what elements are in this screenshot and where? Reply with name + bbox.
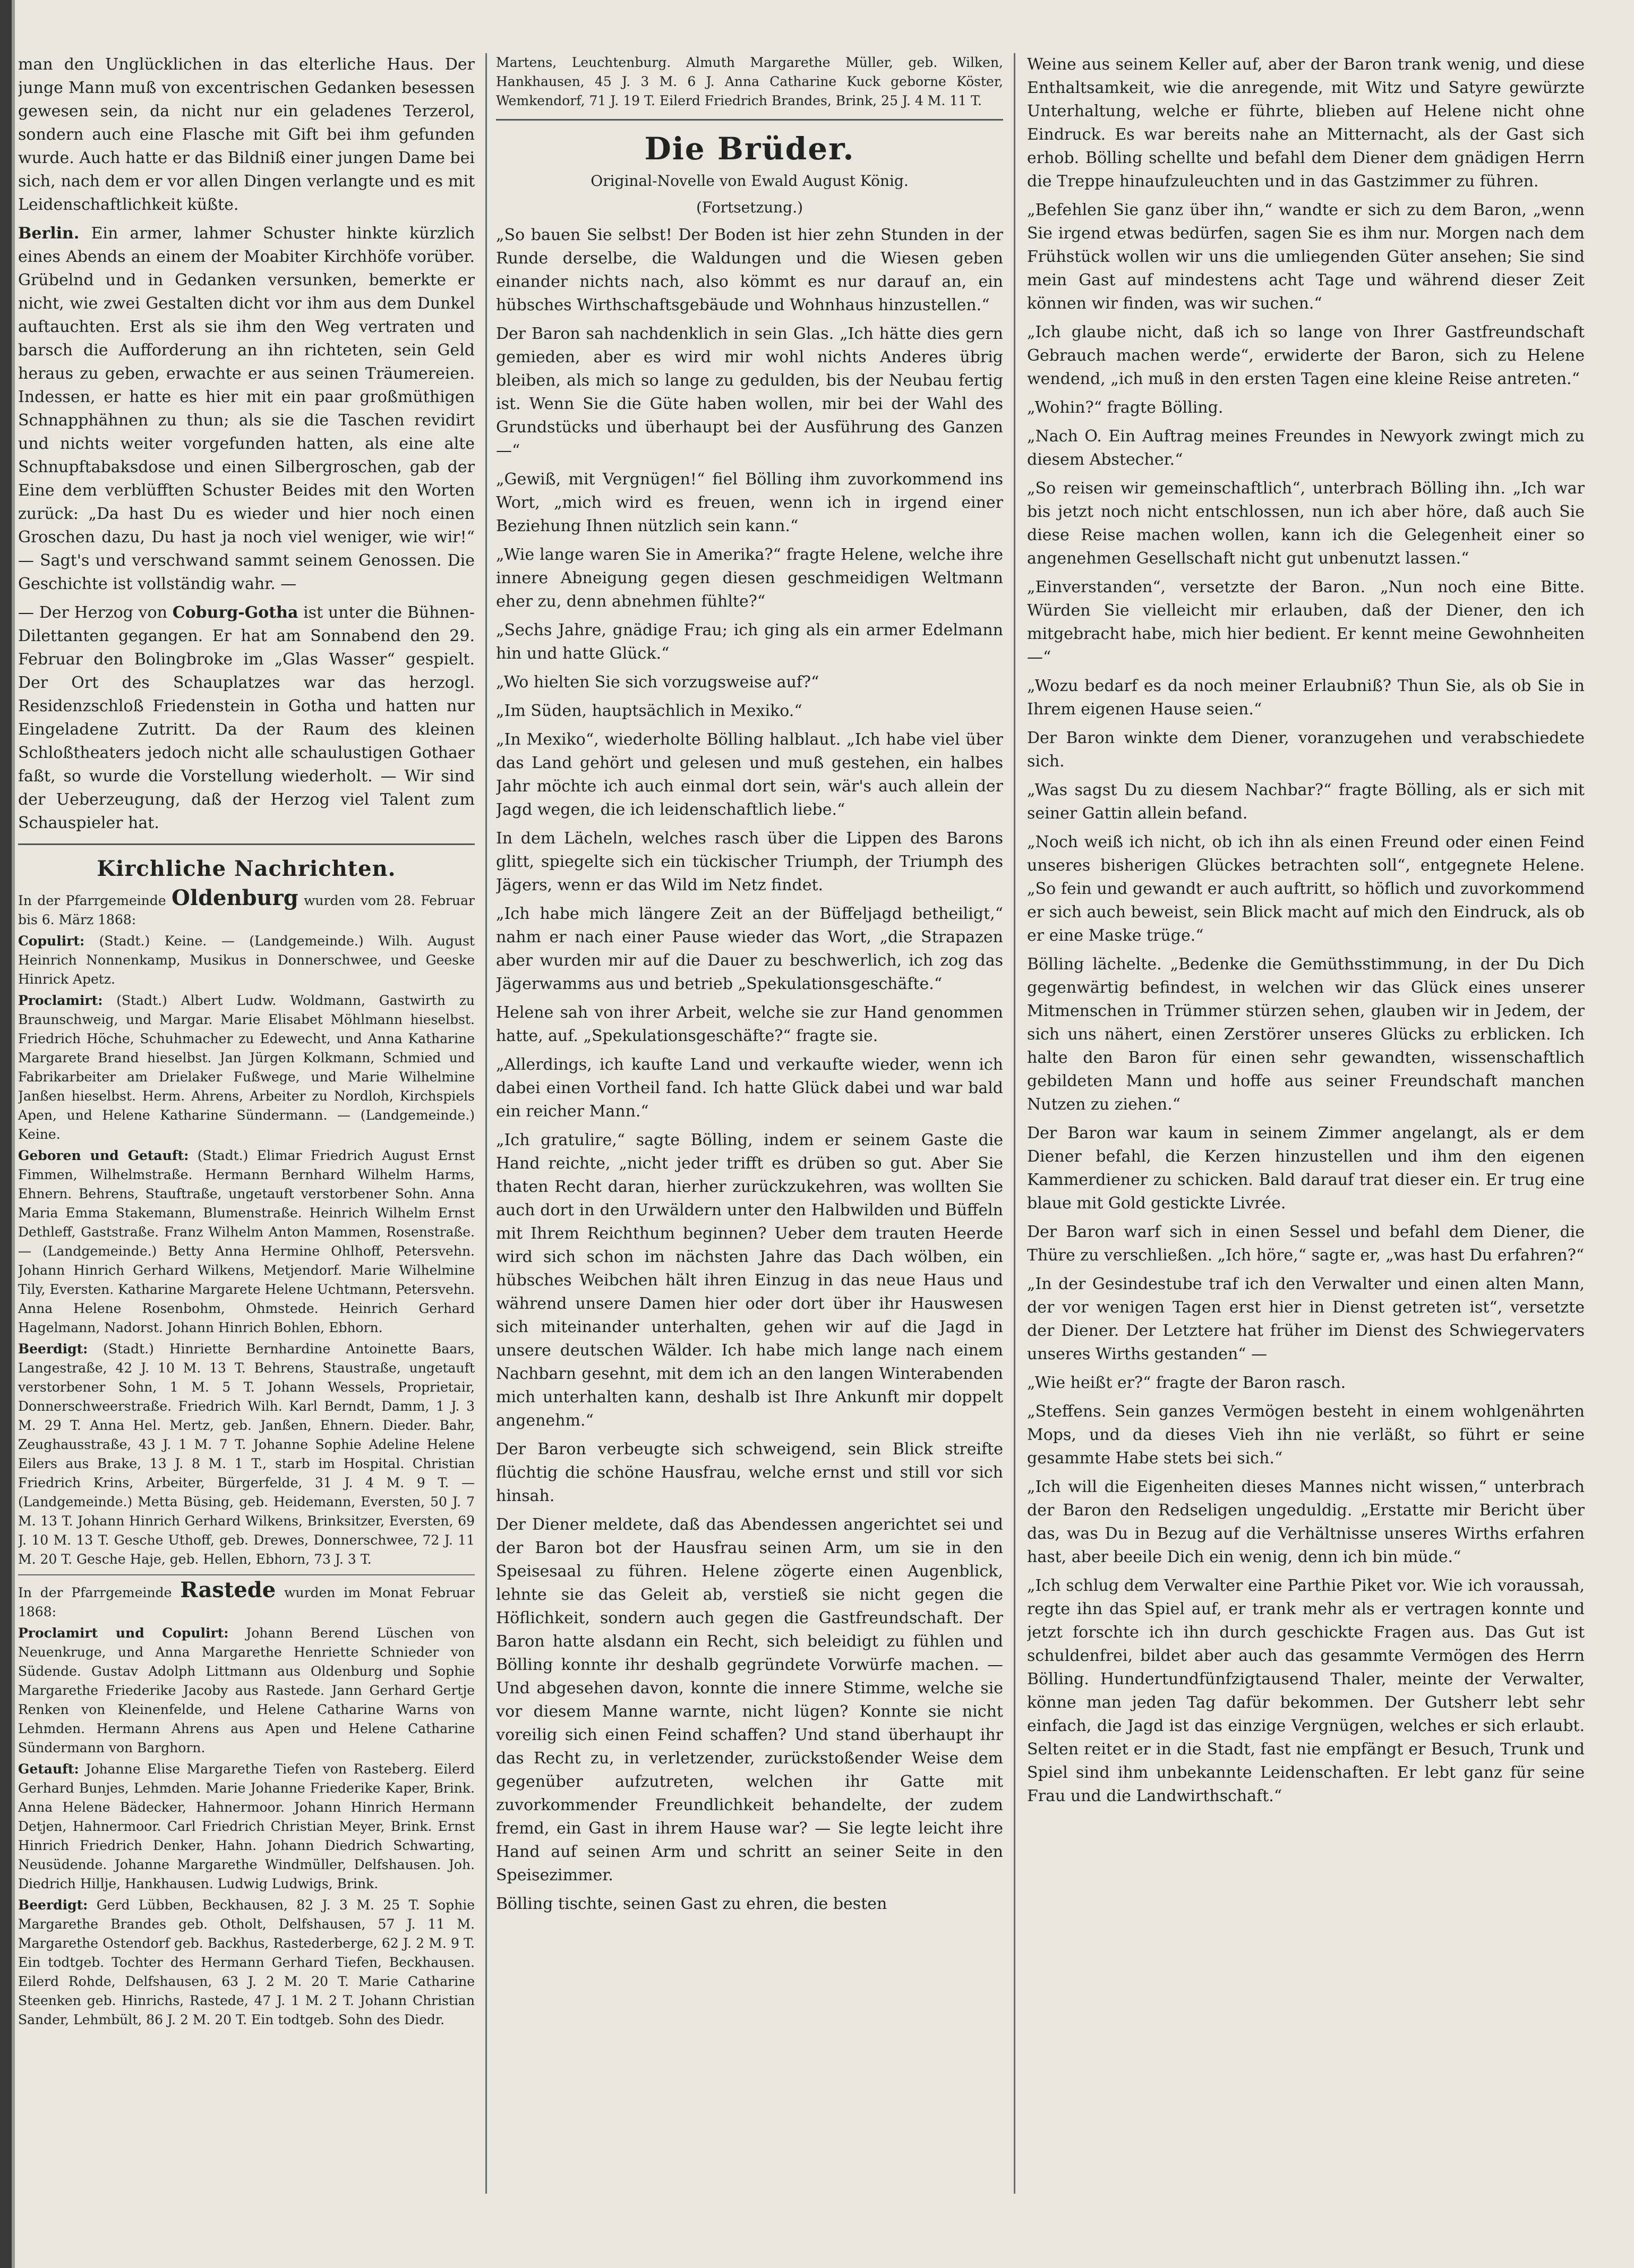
novel-text — [496, 224, 1003, 1916]
novel-paragraph: „Ich gratulire,“ sagte Bölling, indem er seinem Gaste die Hand reichte, „nicht jeder trifft es drüben so gut. Aber Sie thaten Recht daran, hierher zurückzukehren, was wollten Sie auch dort in den Urwäldern unter den Halbwilden und Büffeln mit Ihrem Reichthum beginnen? Ueber dem trauten Heerde wird sich schon im nächsten Jahre das Dach wölben, ein hübsches Weibchen hält ihren Einzug in das neue Haus und während unsere Damen hier oder dort über ihr Hauswesen sich miteinander unterhalten, gehen wir auf die Jagd in unsere deutschen Wälder. Ich habe mich lange nach einem Nachbarn gesehnt, mit dem ich an den langen Winterabenden mich unterhalten kann, deshalb ist Ihre Ankunft mir doppelt angenehm.“ — [496, 1131, 1003, 1430]
novel-paragraph: „Ich will die Eigenheiten dieses Mannes nicht wissen,“ unterbrach der Baron den Redseligen ungeduldig. „Erstatte mir Bericht über das, was Du in Bezug auf die Verhältnisse unseres Wirths erfahren hast, aber beeile Dich ein wenig, denn ich bin müde.“ — [1027, 1478, 1585, 1566]
novel-paragraph: „Wo hielten Sie sich vorzugsweise auf?“ — [496, 673, 819, 692]
novel-paragraph: „In Mexiko“, wiederholte Bölling halblaut. „Ich habe viel über das Land gehört und gelesen und muß gestehen, ein halbes Jahr möchte ich auch einmal dort sein, wär's auch allein der Jagd wegen, die ich leidenschaftlich liebe.“ — [496, 730, 1003, 819]
scan-binding-shadow — [12, 0, 15, 2268]
news-berlin-text: Ein armer, lahmer Schuster hinkte kürzlich eines Abends an einem der Moabiter Kirchhöfe vorüber. Grübelnd und in Gedanken versunken, bemerkte er nicht, wie zwei Gestalten dicht vor ihm aus dem Dunkel auftauchten. Erst als sie ihm den Weg vertraten und barsch die Aufforderung an ihn richteten, sein Geld heraus zu geben, erwachte er aus seinen Träumereien. Indessen, er hatte es hier mit ein paar großmüthigen Schnapphähnen zu thun; als sie die Taschen revidirt und nichts weiter vorgefunden hatten, als eine alte Schnupftabaksdose und einen Silbergroschen, gab der Eine dem verblüfften Schuster Beides mit den Worten zurück: „Da hast Du es wieder und hier noch einen Groschen dazu, Du hast ja noch viel weniger, wie wir!“ — Sagt's und verschwand sammt seinem Genossen. Die Geschichte ist vollständig wahr. — — [18, 224, 475, 593]
oldenburg-copulirt — [18, 932, 475, 989]
novel-paragraph: Der Baron war kaum in seinem Zimmer angelangt, als er dem Diener befahl, die Kerzen hinzustellen und ihm den eigenen Kammerdiener zu schicken. Bald darauf trat dieser ein. Er trug eine blaue mit Gold gestickte Livrée. — [1027, 1124, 1585, 1213]
novel-paragraph: „Ich schlug dem Verwalter eine Parthie Piket vor. Wie ich voraussah, regte ihn das Spiel auf, er trank mehr als er vertragen konnte und jetzt forschte ich ihn durch geschickte Fragen aus. Das Gut ist schuldenfrei, bildet aber auch das gesammte Vermögen des Herrn Bölling. Hundertundfünfzigtausend Thaler, meinte der Verwalter, könne man jeden Tag dafür bekommen. Der Gutsherr lebt sehr einfach, die Jagd ist das einzige Vergnügen, welches er sich erlaubt. Selten reitet er in die Stadt, fast nie empfängt er Besuch, Trunk und Spiel sind ihm unbekannte Leidenschaften. Er lebt ganz für seine Frau und die Landwirthschaft.“ — [1027, 1576, 1585, 1805]
oldenburg-intro — [18, 885, 475, 930]
novel-title: Die Brüder. — [644, 131, 855, 167]
novel-paragraph: Bölling tischte, seinen Gast zu ehren, die besten — [496, 1895, 887, 1913]
text-copulirt: (Stadt.) Keine. — (Landgemeinde.) Wilh. August Heinrich Nonnenkamp, Musikus in Donnerschwee, und Geeske Hinrick Apetz. — [18, 933, 475, 987]
novel-paragraph: „Ich glaube nicht, daß ich so lange von Ihrer Gastfreundschaft Gebrauch machen werde“, erwiderte der Baron, sich zu Helene wendend, „ich muß in den ersten Tagen eine kleine Reise antreten.“ — [1027, 323, 1585, 388]
column-rule-2 — [1014, 53, 1015, 2194]
intro-text: In der Pfarrgemeinde — [18, 1585, 172, 1600]
rastede-beerdigt — [18, 1896, 475, 2030]
novel-paragraph: „Sechs Jahre, gnädige Frau; ich ging als ein armer Edelmann hin und hatte Glück.“ — [496, 621, 1003, 663]
novel-paragraph: „Steffens. Sein ganzes Vermögen besteht in einem wohlgenährten Mops, und da dieses Vieh ihn nie verläßt, so führt er seine gesammte Habe stets bei sich.“ — [1027, 1402, 1585, 1468]
rastede-proclamirt — [18, 1624, 475, 1758]
place-oldenburg: Oldenburg — [172, 885, 298, 910]
novel-paragraph: Der Baron sah nachdenklich in sein Glas. „Ich hätte dies gern gemieden, aber es wird mir wohl nichts Anderes übrig bleiben, als mich so lange zu gedulden, bis der Neubau fertig ist. Wenn Sie die Güte haben wollen, mir bei der Wahl des Grundstücks und überhaupt bei der Ausführung des Ganzen —“ — [496, 325, 1003, 460]
notice-divider — [18, 1574, 475, 1575]
text-beerdigt: Gerd Lübben, Beckhausen, 82 J. 3 M. 25 T. Sophie Margarethe Brandes geb. Otholt, Delfshausen, 57 J. 11 M. Margarethe Ostendorf geb. Backhus, Rastederberge, 62 J. 2 M. 9 T. Ein todtgeb. Tochter des Hermann Gerhard Tiefen, Beckhausen. Eilerd Rohde, Delfshausen, 63 J. 2 M. 20 T. Marie Catharine Steenken geb. Hinrichs, Rastede, 47 J. 1 M. 2 T. Johann Christian Sander, Lehmbült, 86 J. 2 M. 20 T. Ein todtgeb. Sohn des Diedr. — [18, 1897, 475, 2027]
column-rule-1 — [485, 53, 487, 2194]
label-beerdigt: Beerdigt: — [18, 1897, 88, 1913]
novel-paragraph: „So bauen Sie selbst! Der Boden ist hier zehn Stunden in der Runde derselbe, die Waldungen und die Wiesen geben einander nichts nach, also kömmt es nur darauf an, ein hübsches Wirthschaftsgebäude und Wohnhaus hinzustellen.“ — [496, 226, 1003, 314]
rastede-intro — [18, 1578, 475, 1622]
column-right — [1027, 53, 1585, 2194]
novel-paragraph: Weine aus seinem Keller auf, aber der Baron trank wenig, und diese Enthaltsamkeit, wie die anregende, mit Witz und Satyre gewürzte Unterhaltung, welche er führte, blieben auf Helene nicht ohne Eindruck. Es war bereits nahe an Mitternacht, als der Gast sich erhob. Bölling schellte und befahl dem Diener dem gnädigen Herrn die Treppe hinaufzuleuchten und in das Gastzimmer zu führen. — [1027, 55, 1585, 191]
label-geboren: Geboren und Getauft: — [18, 1148, 189, 1163]
oldenburg-geboren — [18, 1146, 475, 1337]
section-divider — [18, 843, 475, 845]
novel-paragraph: „In der Gesindestube traf ich den Verwalter und einen alten Mann, der vor wenigen Tagen erst hier in Dienst getreten ist“, versetzte der Diener. Der Letztere hat früher im Dienst des Schwiegervaters unseres Wirths gestanden“ — — [1027, 1275, 1585, 1363]
novel-paragraph: „So reisen wir gemeinschaftlich“, unterbrach Bölling ihn. „Ich war bis jetzt noch nicht entschlossen, nun ich aber höre, daß auch Sie diese Reise machen wollen, kann ich die Gelegenheit einer so angenehmen Gesellschaft nicht gut unbenutzt lassen.“ — [1027, 479, 1585, 568]
novel-continued: (Fortsetzung.) — [696, 199, 803, 216]
novel-paragraph: „Gewiß, mit Vergnügen!“ fiel Bölling ihm zuvorkommend ins Wort, „mich wird es freuen, wenn ich in irgend einer Beziehung Ihnen nützlich sein kann.“ — [496, 470, 1003, 535]
novel-paragraph: „Wohin?“ fragte Bölling. — [1027, 398, 1224, 417]
text-geboren: (Stadt.) Elimar Friedrich August Ernst Fimmen, Wilhelmstraße. Hermann Bernhard Wilhelm Harms, Ehnern. Behrens, Stauftraße, ungetauft verstorbener Sohn. Anna Maria Emma Stakemann, Blumenstraße. Heinrich Wilhelm Ernst Dethleff, Gaststraße. Franz Wilhelm Anton Mammen, Rosenstraße. — (Landgemeinde.) Betty Anna Hermine Ohlhoff, Petersvehn. Johann Hinrich Gerhard Wilkens, Metjendorf. Marie Wilhelmine Tily, Eversten. Katharine Margarete Helene Uchtmann, Petersvehn. Anna Helene Rosenbohm, Ohmstede. Heinrich Gerhard Hagelmann, Nadorst. Johann Hinrich Bohlen, Ebhorn. — [18, 1148, 475, 1335]
text-proclamirt-copulirt: Johann Berend Lüschen von Neuenkruge, und Anna Margarethe Henriette Schnieder von Südende. Gustav Adolph Littmann aus Oldenburg und Sophie Margarethe Friederike Jacoby aus Rastede. Jann Gerhard Gertje Renken von Kleinenfelde, und Helene Catharine Warns von Lehmden. Hermann Ahrens aus Apen und Helene Catharine Sündermann von Barghorn. — [18, 1625, 475, 1755]
intro-date: wurden im Monat Februar 1868: — [18, 1585, 475, 1619]
novel-paragraph: In dem Lächeln, welches rasch über die Lippen des Barons glitt, spiegelte sich ein tückischer Triumph, der Triumph des Jägers, wenn er das Wild im Netz findet. — [496, 829, 1003, 894]
novel-paragraph: „Wozu bedarf es da noch meiner Erlaubniß? Thun Sie, als ob Sie in Ihrem eigenen Hause seien.“ — [1027, 677, 1585, 719]
label-proclamirt: Proclamirt: — [18, 993, 103, 1008]
news-berlin — [18, 222, 475, 596]
church-notices-continued — [496, 53, 1003, 110]
column-middle — [496, 53, 1003, 2194]
novel-paragraph: „Befehlen Sie ganz über ihn,“ wandte er sich zu dem Baron, „wenn Sie irgend etwas bedürfen, sagen Sie es ihm nur. Morgen nach dem Frühstück wollen wir uns die umliegenden Güter ansehen; Sie sind mein Gast auf mindestens acht Tage und während dieser Zeit können wir finden, was wir suchen.“ — [1027, 201, 1585, 313]
novel-paragraph: Der Baron verbeugte sich schweigend, sein Blick streifte flüchtig die schöne Hausfrau, welche ernst und still vor sich hinsah. — [496, 1440, 1003, 1505]
coburg-prefix: — Der Herzog von — [18, 603, 168, 622]
scan-binding-edge — [0, 0, 12, 2268]
text-beerdigt: (Stadt.) Hinriette Bernhardine Antoinette Baars, Langestraße, 42 J. 10 M. 13 T. Behrens, Staustraße, ungetauft verstorbener Sohn, 1 M. 5 T. Johann Wessels, Proprietair, Donnerschweerstraße. Friedrich Wilh. Karl Berndt, Damm, 1 J. 3 M. 29 T. Anna Hel. Mertz, geb. Janßen, Ehnern. Dieder. Bahr, Zeughausstraße, 43 J. 1 M. 7 T. Johanne Sophie Adeline Helene Eilers aus Brake, 13 J. 8 M. 1 T., starb im Hospital. Christian Friedrich Krins, Arbeiter, Bürgerfelde, 31 J. 4 M. 9 T. — (Landgemeinde.) Metta Büsing, geb. Heidemann, Eversten, 50 J. 7 M. 13 T. Johann Hinrich Gerhard Wilkens, Brinksitzer, Eversten, 69 J. 10 M. 13 T. Gesche Uthoff, geb. Drewes, Donnerschwee, 72 J. 11 M. 20 T. Gesche Haje, geb. Hellen, Ebhorn, 73 J. 3 T. — [18, 1341, 475, 1567]
novel-paragraph: „Nach O. Ein Auftrag meines Freundes in Newyork zwingt mich zu diesem Abstecher.“ — [1027, 427, 1585, 469]
novel-paragraph: „Noch weiß ich nicht, ob ich ihn als einen Freund oder einen Feind unseres bisherigen Glückes betrachten soll“, entgegnete Helene. „So fein und gewandt er auch auftritt, so höflich und zuvorkommend er sich auch beweist, sein Blick macht auf mich den Eindruck, als ob er eine Maske trüge.“ — [1027, 833, 1585, 945]
text-proclamirt: (Stadt.) Albert Ludw. Woldmann, Gastwirth zu Braunschweig, und Margar. Marie Elisabet Möhlmann hieselbst. Friedrich Höche, Schuhmacher zu Edewecht, und Anna Katharine Margarete Brand hieselbst. Jan Jürgen Kolkmann, Schmied und Fabrikarbeiter am Drielaker Fußwege, und Marie Wilhelmine Janßen hieselbst. Herm. Ahrens, Arbeiter zu Nordloh, Kirchspiels Apen, und Helene Katharine Sündermann. — (Landgemeinde.) Keine. — [18, 993, 475, 1142]
novel-paragraph: „Was sagst Du zu diesem Nachbar?“ fragte Bölling, als er sich mit seiner Gattin allein befand. — [1027, 781, 1585, 823]
novel-paragraph: „Ich habe mich längere Zeit an der Büffeljagd betheiligt,“ nahm er nach einer Pause wieder das Wort, „die Strapazen aber wurden mir auf die Dauer zu beschwerlich, ich zog das Jägerwamms aus und betrieb „Spekulationsgeschäfte.“ — [496, 905, 1003, 993]
novel-paragraph: Der Baron winkte dem Diener, voranzugehen und verabschiedete sich. — [1027, 729, 1585, 771]
intro-date: wurden vom 28. Februar bis 6. März 1868: — [18, 893, 475, 927]
coburg-name: Coburg-Gotha — [172, 603, 298, 622]
news-coburg — [18, 601, 475, 835]
church-notices — [18, 885, 475, 2030]
novel-paragraph: „Allerdings, ich kaufte Land und verkaufte wieder, wenn ich dabei einen Vortheil fand. Ich hatte Glück dabei und war bald ein reicher Mann.“ — [496, 1055, 1003, 1121]
intro-text: In der Pfarrgemeinde — [18, 893, 166, 908]
text-getauft: Johanne Elise Margarethe Tiefen von Rasteberg. Eilerd Gerhard Bunjes, Lehmden. Marie Johanne Friederike Kaper, Brink. Anna Helene Bädecker, Hahnermoor. Johann Hinrich Hermann Detjen, Hahnermoor. Carl Friedrich Christian Meyer, Brink. Ernst Hinrich Friedrich Denker, Hahn. Johann Diedrich Schwarting, Neusüdende. Johanne Margarethe Windmüller, Delfshausen. Joh. Diedrich Hillje, Hankhausen. Ludwig Ludwigs, Brink. — [18, 1761, 475, 1891]
newspaper-page — [18, 53, 1590, 2194]
novel-paragraph: Der Baron warf sich in einen Sessel und befahl dem Diener, die Thüre zu verschließen. „Ich höre,“ sagte er, „was hast Du erfahren?“ — [1027, 1223, 1585, 1265]
novel-paragraph: Bölling lächelte. „Bedenke die Gemüthsstimmung, in der Du Dich gegenwärtig befindest, in welchen wir das Glück eines unserer Mitmenschen in Trümmer stürzen sehen, glauben wir in Jedem, der sich uns nähert, einen Zerstörer unseres Glücks zu erblicken. Ich halte den Baron für einen sehr gewandten, wissenschaftlich gebildeten Mann und hoffe aus seiner Freundschaft manchen Nutzen zu ziehen.“ — [1027, 955, 1585, 1114]
news-paragraph: man den Unglücklichen in das elterliche Haus. Der junge Mann muß von excentrischen Gedanken besessen gewesen sein, da nicht nur ein geladenes Terzerol, sondern auch eine Flasche mit Gift bei ihm gefunden wurde. Auch hatte er das Bildniß einer jungen Dame bei sich, nach dem er vor allen Dingen verlangte und es mit Leidenschaftlichkeit küßte. — [18, 55, 475, 214]
rastede-beerdigt-cont: Martens, Leuchtenburg. Almuth Margarethe Müller, geb. Wilken, Hankhausen, 45 J. 3 M. 6 J. Anna Catharine Kuck geborne Köster, Wemkendorf, 71 J. 19 T. Eilerd Friedrich Brandes, Brink, 25 J. 4 M. 11 T. — [496, 55, 1003, 108]
column-left — [18, 53, 475, 2194]
section-divider — [496, 119, 1003, 121]
novel-paragraph: „Einverstanden“, versetzte der Baron. „Nun noch eine Bitte. Würden Sie vielleicht mir erlauben, daß der Diener, den ich mitgebracht habe, mich hier bedient. Er kennt meine Gewohnheiten —“ — [1027, 578, 1585, 667]
berlin-label: Berlin. — [18, 224, 80, 243]
novel-paragraph: „Wie heißt er?“ fragte der Baron rasch. — [1027, 1374, 1346, 1392]
rastede-getauft — [18, 1760, 475, 1894]
novel-paragraph: Der Diener meldete, daß das Abendessen angerichtet sei und der Baron bot der Hausfrau seinen Arm, um sie in den Speisesaal zu führen. Helene zögerte einen Augenblick, lehnte sie das Geleit ab, verstieß sie nicht gegen die Höflichkeit, sondern auch gegen die Gastfreundschaft. Der Baron hatte alsdann ein Recht, sich beleidigt zu fühlen und Bölling konnte ihr deshalb gegründete Vorwürfe machen. — Und abgesehen davon, konnte die innere Stimme, welche sie vor diesem Manne warnte, nicht lügen? Konnte sie nicht voreilig sich einen Feind schaffen? Und stand überhaupt ihr das Recht zu, in verletzender, zurückstoßender Weise dem gegenüber aufzutreten, welchen ihr Gatte mit zuvorkommender Freundlichkeit behandelte, der zudem fremd, ein Gast in ihrem Hause war? — Sie legte leicht ihre Hand auf seinen Arm und schritt an seiner Seite in den Speisezimmer. — [496, 1515, 1003, 1885]
label-proclamirt-copulirt: Proclamirt und Copulirt: — [18, 1625, 229, 1641]
novel-byline: Original-Novelle von Ewald August König. — [591, 172, 909, 190]
oldenburg-beerdigt — [18, 1340, 475, 1569]
section-heading-kirchliche: Kirchliche Nachrichten. — [97, 856, 396, 881]
novel-paragraph: Helene sah von ihrer Arbeit, welche sie zur Hand genommen hatte, auf. „Spekulationsgeschäfte?“ fragte sie. — [496, 1003, 1003, 1045]
label-copulirt: Copulirt: — [18, 933, 85, 949]
coburg-text: ist unter die Bühnen-Dilettanten gegangen. Er hat am Sonnabend den 29. Februar den Bolingbroke im „Glas Wasser“ gespielt. Der Ort des Schauplatzes war das herzogl. Residenzschloß Friedenstein in Gotha und hatten nur Eingeladene Zutritt. Da der Raum des kleinen Schloßtheaters jedoch nicht alle schaulustigen Gothaer faßt, so wurde die Vorstellung wiederholt. — Wir sind der Ueberzeugung, daß der Herzog viel Talent zum Schauspieler hat. — [18, 603, 475, 832]
place-rastede: Rastede — [180, 1578, 276, 1602]
label-beerdigt: Beerdigt: — [18, 1341, 88, 1357]
label-getauft: Getauft: — [18, 1761, 79, 1777]
novel-paragraph: „Im Süden, hauptsächlich in Mexiko.“ — [496, 702, 802, 720]
novel-paragraph: „Wie lange waren Sie in Amerika?“ fragte Helene, welche ihre innere Abneigung gegen diesen geschmeidigen Weltmann eher zu, denn abnehmen fühlte?“ — [496, 545, 1003, 611]
oldenburg-proclamirt — [18, 991, 475, 1144]
